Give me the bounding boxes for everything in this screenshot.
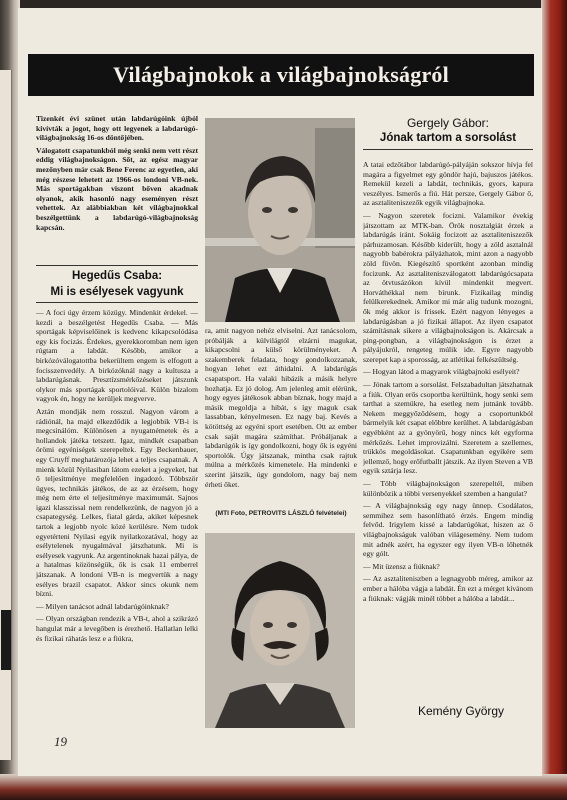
gergely-photo xyxy=(205,533,355,728)
hegedus-photo xyxy=(205,118,355,322)
page-number: 19 xyxy=(54,734,67,749)
hegedus-paragraph: — Olyan országban rendezik a VB-t, ahol a szikrázó hangulat már a levegőben is érezhető. Hallatlan lelki és fizikai ráhatás lesz e a fiúkra, xyxy=(36,614,198,643)
middle-paragraph: ra, amit nagyon nehéz elviselni. Azt tanácsolom, próbálják a külvilágtól elzárni magukat, kikapcsolni a külső körülményeket. A szakemberek feladata, hogy gondolkozzanak, hogyan lehet ezt áthidalni. A labdarúgás csapatsport. Ha valaki hibázik a másik helyre hozhatja. Ez jó dolog. Am jelenleg amit elérünk, hogy egyes játékosok abban bíznak, hogy majd a másik megoldja a hibát, s így maguk csak lassabban, kényelmesen. Ez nagy baj. Kevés a kötöttség az egyéni sport esetében. Ott az ember csak saját magára számíthat. Próbáljanak a labdarúgók is így gondolkozni, hogy ők is egyéni sportolók. Úgy játszanak, mintha csak rajtuk múlna a mérkőzés kimenetele. Ha mindenki e szerint játszik, úgy gondolom, nagy baj nem érheti őket. xyxy=(205,326,357,489)
hegedus-name: Hegedűs Csaba: xyxy=(71,270,163,282)
heading-rule xyxy=(36,302,198,303)
photo-credit: (MTI Foto, PETROVITS LÁSZLÓ felvételei) xyxy=(215,510,347,517)
gergely-column xyxy=(363,160,533,700)
hegedus-paragraph: Aztán mondják nem rosszul. Nagyon várom a rádiónál, ha majd elkezdődik a legjobbik VB-i is megcsinálóm. Különösen a nyugatnémetek és a hollandok játéka tetszett. Igaz, mindkét csapatban örömi egyéniségek szerepeltek. Egy Beckenbauer, egy Cruyff meghatározója lehet a teljes csapatnak. A mienk közül Nyilasiban látom ezeket a jegyeket, hat ő teljesítménye megfelelően ingadozó. Többször ügyes, technikás játékos, de az az érzésem, hogy még nem érte el teljesítménye maximumát. Sajnos igazi klasszissal nem rendelkezünk, de nagyon jó a csapategység. Lelkes, fiatal gárda, akiket képesnek tartok a legjobb nyolc közé kerülésre. Nem tudok egyetérteni Nyilasi egyik nyilatkozatával, hogy az esélytelenek nyugalmával játszhatunk. Mi is esélyesek vagyunk. Az argentinoknak hazai pálya, de a hatalmas közönségük, ők is csak 11 emberrel játszanak. A londoni VB-n is megvertük a nagy esélyes brazil csapatot. Akkor sincs okunk nem bízni. xyxy=(36,406,198,599)
article-headline: Világbajnokok a világbajnokságról xyxy=(28,54,534,96)
heading-rule xyxy=(363,149,533,150)
hegedus-paragraph: — Milyen tanácsot adnál labdarúgóinknak? xyxy=(36,601,169,611)
intro-text xyxy=(36,114,198,262)
hegedus-paragraph: — A foci úgy érzem közügy. Mindenkit érdekel. — kezdi a beszélgetést Hegedűs Csaba. — Más sportágak képviselőinek is kedvenc kikapcsolódása egy kis focizás. Érdekes, gyerekkoromban nem igen rúgtam a labdát. Később, amikor a birkózóválogatottba bekerültem engem is elfogott a focisszenvedély. A birkózóknál nagy a kultusza a labdarúgásnak. Presztízsmérkőzéseket játszunk olykor más sportágak sportolóival. Külön bizalom vagyok én, hogy ne kerüljek megverve. xyxy=(36,308,198,404)
gergely-title: Jónak tartom a sorsolást xyxy=(379,132,517,144)
previous-page-edge xyxy=(0,70,12,760)
gergely-paragraph: — A világbajnokság egy nagy ünnep. Csodálatos, semmihez sem hasonlítható érzés. Engem mindig felvőd. Irigylem kissé a labdarúgókat, hiszen az ő világbajnokságuk valóban világesemény. Nem tudom mit adnék azért, ha egyszer egy ilyen VB-n lőhetnék egy gólt. xyxy=(363,501,533,559)
hegedus-title: Mi is esélyesek vagyunk xyxy=(50,286,184,298)
middle-column xyxy=(205,326,357,508)
gergely-portrait-image xyxy=(205,533,355,728)
book-bottom-edge xyxy=(0,774,567,800)
gergely-name: Gergely Gábor: xyxy=(406,116,490,130)
book-spine-edge xyxy=(541,0,567,800)
gergely-paragraph: — Hogyan látod a magyarok világbajnoki esélyeit? xyxy=(363,367,520,377)
page-content xyxy=(18,8,542,776)
hegedus-heading xyxy=(36,263,198,305)
author-signature: Kemény György xyxy=(418,704,505,718)
gergely-heading xyxy=(363,116,533,153)
gergely-paragraph: — Több világbajnokságon szerepeltél, miben különbözik a többi versenyekkel szemben a hangulat? xyxy=(363,479,533,498)
gergely-paragraph: — Jónak tartom a sorsolást. Felszabadultan játszhatnak a fiúk. Olyan erős csoportba kerültünk, hogy senki sem tarthat a szemükre, ha esetleg nem jutnánk tovább. Nekem meggyőződésem, hogy a csoportunkból bármelyik két csapat előbbre kerülhet. A labdarúgásban egyébként az a gyönyörű, hogy nincs két egyforma mérkőzés. Lehet improvizálni. Szeretem a szellemes, trükkös megoldásokat. Csapatunkban egyikére sem jellemző, hogy erőfutballt játszik. Az ilyen Steven a VB egyik sztárja lesz. xyxy=(363,380,533,476)
gergely-paragraph: — Az asztaliteniszben a legnagyobb méreg, amikor az ember a hálóba vágja a labdát. Én ezt a mérget kívánom a fiúknak: vágják minél többet a hálóba a labdát... xyxy=(363,574,533,603)
intro-paragraph: Tizenkét évi szünet után labdarúgóink újból kivívták a jogot, hogy ott legyenek a labdarúgó-világbajnokság 16-os döntőjében. xyxy=(36,114,198,143)
intro-paragraph: Válogatott csapatunkból még senki nem vett részt eddig világbajnokságon. Sőt, az egész magyar mezőnyben már csak Bene Ferenc az egyetlen, aki még részese lehetett az 1966-os londoni VB-nek. Más sportágakban viszont bőven akadnak olyanok, akik hasonló nagy eseményen részt vehettek. Az alábbiakban két világbajnokkal beszélgettünk a labdarúgó-világbajnokság kapcsán. xyxy=(36,145,198,232)
hegedus-column xyxy=(36,308,198,723)
heading-rule xyxy=(36,265,198,266)
previous-page-fragment xyxy=(1,610,11,670)
gergely-paragraph: — Nagyon szeretek focizni. Valamikor évekig játszottam az MTK-ban. Örök nosztalgiát érzek a labdarúgás iránt. Sokáig focizott az asztaliteniszezők párhuzamosan. Később kiderült, hogy a zöld asztalnál nagyobb babérokra pályázhatok, mint azon a nagyobb zöld füvön. Kiegészítő sportként azonban mindig focizunk. Az asztaliteniszválogatott labdarúgócsapata az ötvtusázókon kívül mindenkit megvert. Horváthékkal nem bírunk. Fizikailag mindig felülkerekednek. Amikor mi már alig tudunk mozogni, ők még akkor is frissek. Ezért nagyon lényeges a labdarúgásban a jó fizikai állapot. Az ilyen csapatot számításnak sikere a világbajnokságon is. Akárcsak a ping-pongban, a világbajnokságon is érzet a pályájukról, rengeteg múlik ide. Egyre nagyobb szerepet kap a sporosság, az atlétikai felkészültség. xyxy=(363,210,533,364)
hegedus-portrait-image xyxy=(205,118,355,322)
gergely-paragraph: A tatai edzőtábor labdarúgó-pályáján sokszor hívja fel magára a figyelmet egy göndör hajú, bajuszos játékos. Remekül kezeli a labdát, technikás, gyors, kapura veszélyes. Ismerős a fiú. Hát persze, Gergely Gábor ő, az asztaliteniszezők egyik világbajnoka. xyxy=(363,160,533,208)
gergely-paragraph: — Mit üzensz a fiúknak? xyxy=(363,561,440,571)
